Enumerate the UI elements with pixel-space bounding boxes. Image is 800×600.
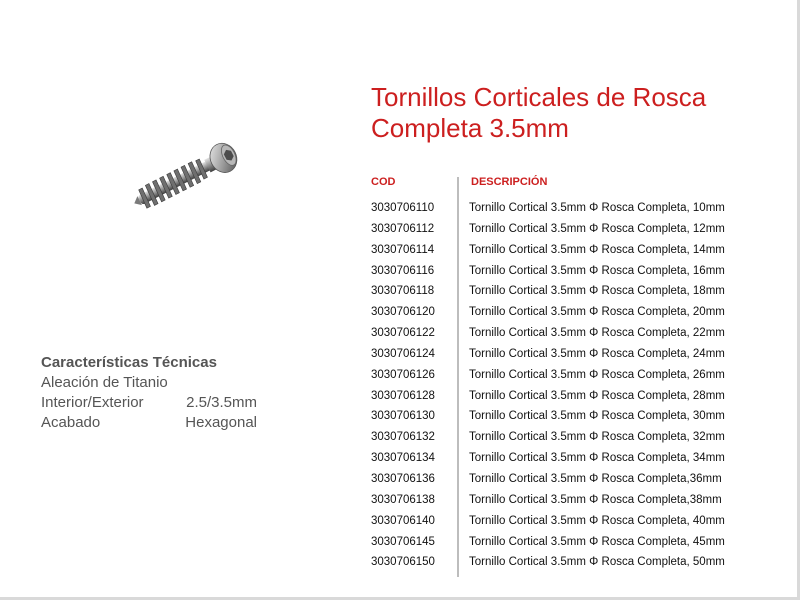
cell-code: 3030706128 [371, 389, 435, 402]
cell-description: Tornillo Cortical 3.5mm Φ Rosca Completa, 14mm [469, 243, 725, 256]
cell-code: 3030706138 [371, 493, 435, 506]
cell-code: 3030706110 [371, 202, 435, 214]
table-row [371, 198, 771, 219]
cell-description: Tornillo Cortical 3.5mm Φ Rosca Completa, 20mm [469, 306, 725, 319]
cell-description: Tornillo Cortical 3.5mm Φ Rosca Completa,36mm [469, 472, 722, 485]
spec-row [41, 393, 261, 413]
cell-description: Tornillo Cortical 3.5mm Φ Rosca Completa, 40mm [469, 514, 725, 527]
table-row [371, 219, 771, 240]
spec-value: 2.5/3.5mm [186, 394, 257, 411]
cell-description: Tornillo Cortical 3.5mm Φ Rosca Completa, 22mm [469, 327, 725, 340]
cell-code: 3030706124 [371, 347, 435, 360]
page-title: Tornillos Corticales de Rosca Completa 3.5mm [371, 82, 707, 143]
cell-code: 3030706114 [371, 243, 435, 256]
spec-row [41, 413, 261, 433]
cell-description: Tornillo Cortical 3.5mm Φ Rosca Completa, 34mm [469, 452, 725, 465]
table-body [371, 198, 771, 573]
spec-label: Acabado [41, 414, 101, 431]
cell-description: Tornillo Cortical 3.5mm Φ Rosca Completa, 24mm [469, 347, 725, 360]
spec-label: Interior/Exterior [41, 394, 144, 411]
cell-description: Tornillo Cortical 3.5mm Φ Rosca Completa, 30mm [469, 410, 725, 423]
table-row [371, 469, 771, 490]
table-row [371, 448, 771, 469]
specs-heading: Características Técnicas [41, 354, 217, 371]
cell-code: 3030706122 [371, 327, 435, 340]
cell-code: 3030706120 [371, 306, 435, 319]
table-row [371, 552, 771, 573]
cell-code: 3030706116 [371, 264, 435, 277]
technical-specs [41, 353, 261, 433]
table-row [371, 323, 771, 344]
table-row [371, 240, 771, 261]
product-table [371, 173, 771, 573]
spec-value: Hexagonal [185, 414, 257, 431]
table-row [371, 427, 771, 448]
table-row [371, 261, 771, 282]
cell-description: Tornillo Cortical 3.5mm Φ Rosca Completa, 26mm [469, 368, 725, 381]
spec-row [41, 373, 261, 393]
cell-code: 3030706132 [371, 431, 435, 444]
cell-code: 3030706118 [371, 285, 435, 298]
cell-description: Tornillo Cortical 3.5mm Φ Rosca Completa, 45mm [469, 535, 725, 548]
cell-description: Tornillo Cortical 3.5mm Φ Rosca Completa,38mm [469, 493, 722, 506]
cell-description: Tornillo Cortical 3.5mm Φ Rosca Completa, 32mm [469, 431, 725, 444]
cell-code: 3030706134 [371, 452, 435, 465]
cell-description: Tornillo Cortical 3.5mm Φ Rosca Completa, 12mm [469, 222, 725, 235]
cell-code: 3030706150 [371, 556, 435, 569]
table-row [371, 532, 771, 553]
cell-code: 3030706112 [371, 222, 435, 235]
cell-description: Tornillo Cortical 3.5mm Φ Rosca Completa, 18mm [469, 285, 725, 298]
table-header [371, 173, 771, 191]
table-row [371, 365, 771, 386]
cell-code: 3030706130 [371, 410, 435, 423]
header-cod: COD [371, 176, 396, 188]
table-row [371, 490, 771, 511]
cell-code: 3030706145 [371, 535, 435, 548]
table-row [371, 344, 771, 365]
screw-icon [126, 140, 246, 214]
cell-description: Tornillo Cortical 3.5mm Φ Rosca Completa, 50mm [469, 556, 725, 569]
table-row [371, 386, 771, 407]
table-row [371, 406, 771, 427]
spec-label: Aleación de Titanio [41, 374, 168, 391]
table-row [371, 302, 771, 323]
cell-code: 3030706126 [371, 368, 435, 381]
cell-description: Tornillo Cortical 3.5mm Φ Rosca Completa, 16mm [469, 264, 725, 277]
cell-code: 3030706136 [371, 472, 435, 485]
header-description: DESCRIPCIÓN [471, 176, 548, 188]
table-row [371, 511, 771, 532]
table-row [371, 281, 771, 302]
cell-description: Tornillo Cortical 3.5mm Φ Rosca Completa, 10mm [469, 202, 725, 214]
cell-description: Tornillo Cortical 3.5mm Φ Rosca Completa, 28mm [469, 389, 725, 402]
cell-code: 3030706140 [371, 514, 435, 527]
